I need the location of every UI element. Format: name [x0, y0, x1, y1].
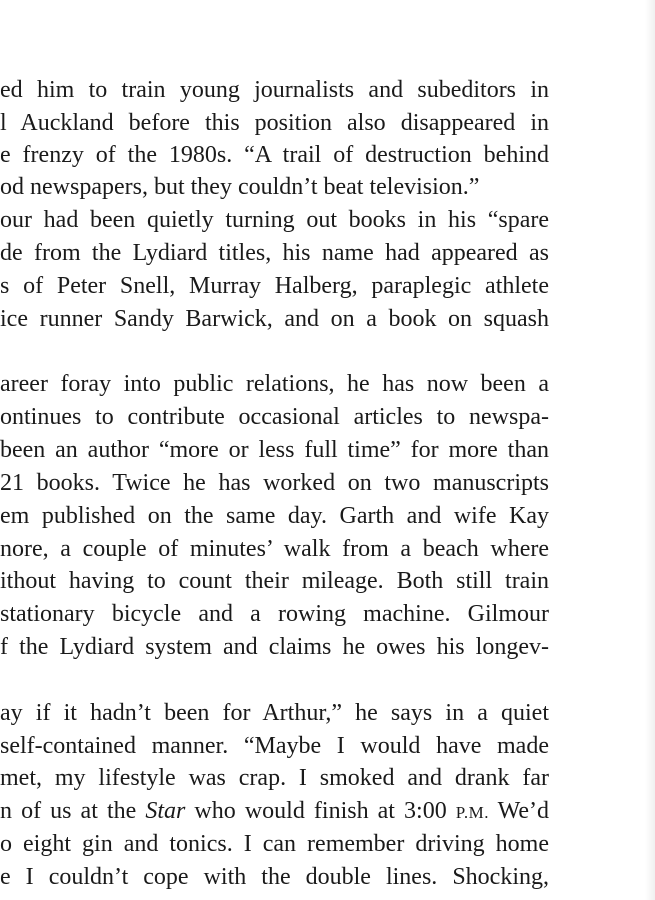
text-line-15: nore, a couple of minutes’ walk from a beach where: [0, 536, 549, 562]
text-line-8: ice runner Sandy Barwick, and on a book on squash: [0, 306, 549, 332]
text-line-23-mid: who would finish at 3:00: [185, 798, 456, 824]
text-line-14: em published on the same day. Garth and wife Kay: [0, 503, 549, 529]
text-line-1: ed him to train young journalists and subeditors in: [0, 77, 549, 103]
text-line-5: our had been quietly turning out books in his “spare: [0, 207, 549, 233]
text-line-4: od newspapers, but they couldn’t beat television.”: [0, 174, 480, 200]
text-line-24: o eight gin and tonics. I can remember driving home: [0, 831, 549, 857]
text-line-3: e frenzy of the 1980s. “A trail of destruction behind: [0, 142, 549, 168]
text-line-25: e I couldn’t cope with the double lines. Shocking,: [0, 864, 549, 890]
text-line-13: 21 books. Twice he has worked on two manuscripts: [0, 470, 549, 496]
text-line-7: s of Peter Snell, Murray Halberg, paraplegic athlete: [0, 273, 549, 299]
text-line-17: stationary bicycle and a rowing machine. Gilmour: [0, 601, 549, 627]
text-line-22: met, my lifestyle was crap. I smoked and drank far: [0, 765, 549, 791]
text-line-23: [0, 797, 549, 827]
text-line-23-start: n of us at the: [0, 798, 146, 824]
text-line-21: self-contained manner. “Maybe I would have made: [0, 733, 549, 759]
text-line-10: areer foray into public relations, he has now been a: [0, 371, 549, 397]
text-line-11: ontinues to contribute occasional articles to newspa-: [0, 404, 549, 430]
text-line-16: ithout having to count their mileage. Both still train: [0, 568, 549, 594]
page-edge-shadow: [645, 0, 655, 900]
text-line-2: l Auckland before this position also disappeared in: [0, 110, 549, 136]
small-caps-pm: P.M.: [455, 803, 489, 822]
text-line-20: ay if it hadn’t been for Arthur,” he says in a quiet: [0, 700, 549, 726]
italic-star: Star: [145, 798, 186, 824]
text-line-6: de from the Lydiard titles, his name had appeared as: [0, 240, 549, 266]
text-line-12: been an author “more or less full time” for more than: [0, 437, 549, 463]
text-line-23-end: We’d: [488, 798, 549, 824]
text-line-18: f the Lydiard system and claims he owes his longev-: [0, 634, 549, 660]
